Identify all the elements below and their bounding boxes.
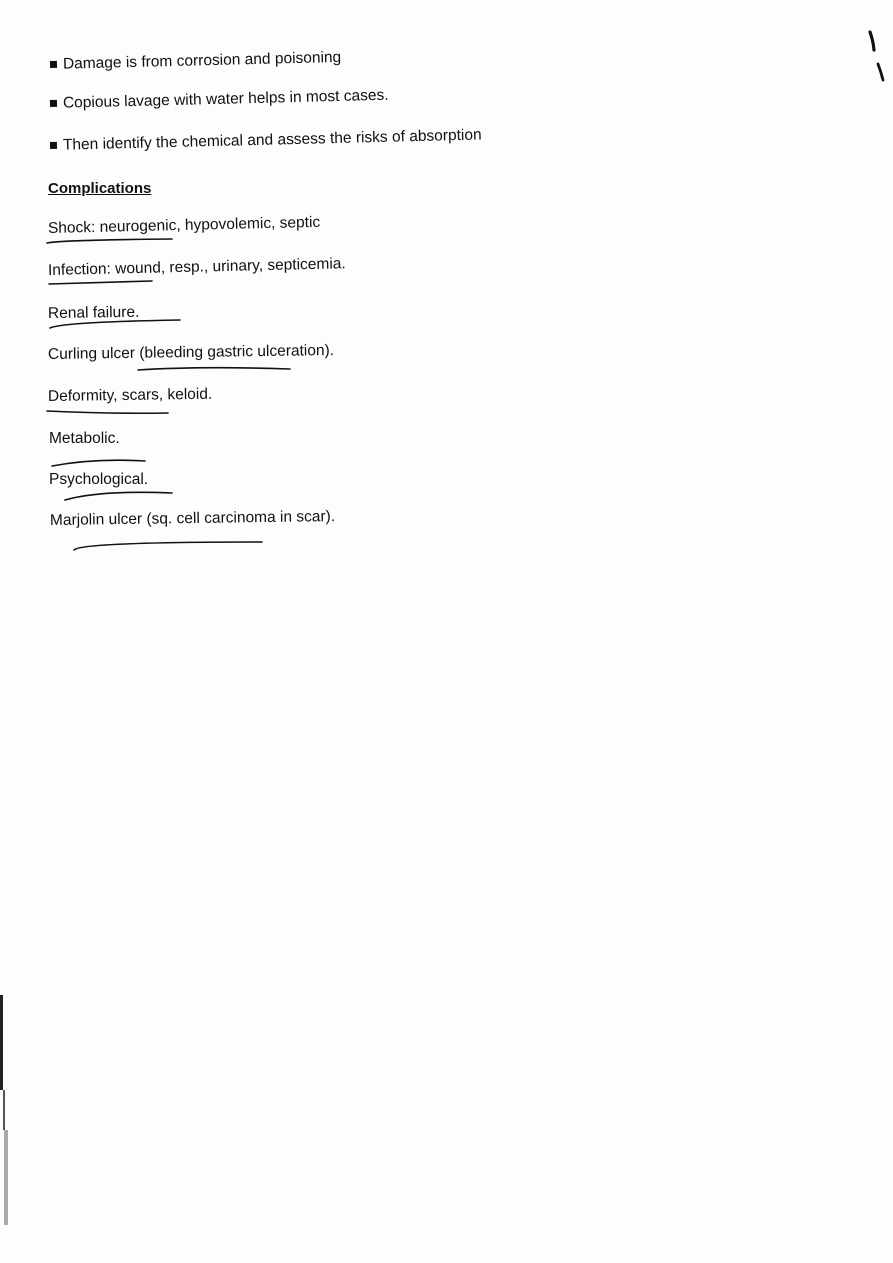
complication-item: Curling ulcer (bleeding gastric ulceration). — [47, 342, 335, 363]
margin-mark — [878, 64, 883, 80]
hand-underline — [52, 460, 145, 466]
complication-item: Metabolic. — [49, 430, 120, 447]
hand-underline — [47, 411, 168, 413]
complication-item: Marjolin ulcer (sq. cell carcinoma in scar). — [49, 508, 336, 529]
complication-item: Renal failure. — [47, 303, 140, 322]
hand-underline — [74, 542, 262, 550]
hand-underline — [47, 239, 172, 243]
complication-item: Infection: wound, resp., urinary, septicemia. — [47, 255, 346, 279]
bullet-text: Copious lavage with water helps in most cases. — [62, 86, 389, 112]
square-bullet-icon — [50, 142, 57, 149]
hand-underline — [138, 368, 290, 370]
bullet-text: Then identify the chemical and assess the risks of absorption — [62, 126, 482, 154]
complication-item: Shock: neurogenic, hypovolemic, septic — [47, 213, 321, 237]
complication-item: Psychological. — [49, 471, 149, 488]
hand-underline — [49, 281, 152, 284]
square-bullet-icon — [50, 100, 57, 107]
hand-underline — [65, 492, 172, 500]
section-heading: Complications — [48, 180, 152, 197]
bullet-item — [50, 86, 389, 114]
bullet-text: Damage is from corrosion and poisoning — [62, 48, 342, 73]
bullet-item — [50, 125, 482, 156]
scan-edge — [0, 995, 8, 1225]
margin-mark — [870, 32, 874, 50]
complication-item: Deformity, scars, keloid. — [47, 385, 213, 405]
bullet-item — [50, 48, 342, 75]
square-bullet-icon — [50, 61, 57, 68]
